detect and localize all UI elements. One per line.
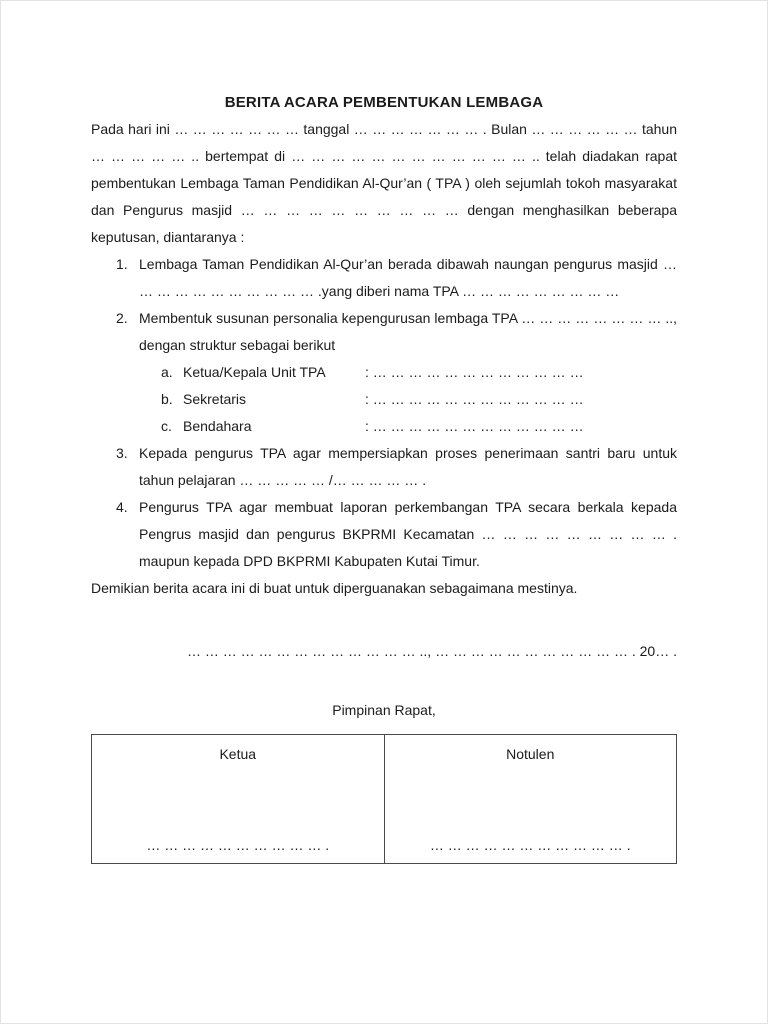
decision-text: Pengurus TPA agar membuat laporan perkembangan TPA secara berkala kepada Pengrus masjid dan pengurus BKPRMI Kecamatan … … … … … … … … … . maupun kepada DPD BKPRMI Kabupaten Kutai Timur. [139,499,677,569]
signature-cell-ketua [92,735,384,863]
decision-number: 1. [116,256,128,272]
decision-text: Lembaga Taman Pendidikan Al-Qur’an berada dibawah naungan pengurus masjid … … … … … … … … … … … .yang diberi nama TPA … … … … … … … … … [139,256,677,299]
signature-line-notulen: … … … … … … … … … … … . [429,837,631,853]
sub-item-value: : … … … … … … … … … … … … [365,418,584,434]
sub-item-sekretaris [139,386,677,413]
signature-line-ketua: … … … … … … … … … … . [146,837,330,853]
decision-number: 4. [116,499,128,515]
closing-paragraph: Demikian berita acara ini di buat untuk diperguanakan sebagaimana mestinya. [91,580,578,596]
decision-list [91,251,677,575]
sub-item-value: : … … … … … … … … … … … … [365,364,584,380]
sub-item-label: Ketua/Kepala Unit TPA [183,364,326,380]
decision-item-2 [91,305,677,440]
intro-paragraph: Pada hari ini … … … … … … … tanggal … … … … … … … . Bulan … … … … … … tahun … … … … … .. bertempat di … … … … … … … … … … … … .. telah diadakan rapat pembentukan Lembaga Taman Pendidikan Al-Qur’an ( TPA ) oleh sejumlah tokoh masyarakat dan Pengurus masjid … … … … … … … … … … dengan menghasilkan beberapa keputusan, diantaranya : [91,121,677,245]
decision-number: 3. [116,445,128,461]
sub-item-ketua [139,359,677,386]
sub-item-label: Bendahara [183,418,252,434]
sub-item-letter: c. [161,418,172,434]
decision-item-4 [91,494,677,575]
date-place-line: … … … … … … … … … … … … … .., … … … … … … … … … … … . 20… . [186,643,677,659]
sub-item-bendahara [139,413,677,440]
decision-text: Kepada pengurus TPA agar mempersiapkan proses penerimaan santri baru untuk tahun pelajaran … … … … … /… … … … … . [139,445,677,488]
sub-item-label: Sekretaris [183,391,247,407]
sub-item-letter: a. [161,364,173,380]
decision-item-3 [91,440,677,494]
signature-table [91,734,677,864]
decision-number: 2. [116,310,128,326]
decision-text: Membentuk susunan personalia kepengurusan lembaga TPA … … … … … … … … .., dengan struktur sebagai berikut [139,310,677,353]
structure-sub-list [139,359,677,440]
meeting-chair-heading: Pimpinan Rapat, [332,702,436,718]
sub-item-value: : … … … … … … … … … … … … [365,391,584,407]
role-header-ketua: Ketua [219,746,257,762]
document-title: BERITA ACARA PEMBENTUKAN LEMBAGA [224,94,544,111]
role-header-notulen: Notulen [506,746,555,762]
decision-item-1 [91,251,677,305]
signature-cell-notulen [384,735,677,863]
sub-item-letter: b. [161,391,173,407]
